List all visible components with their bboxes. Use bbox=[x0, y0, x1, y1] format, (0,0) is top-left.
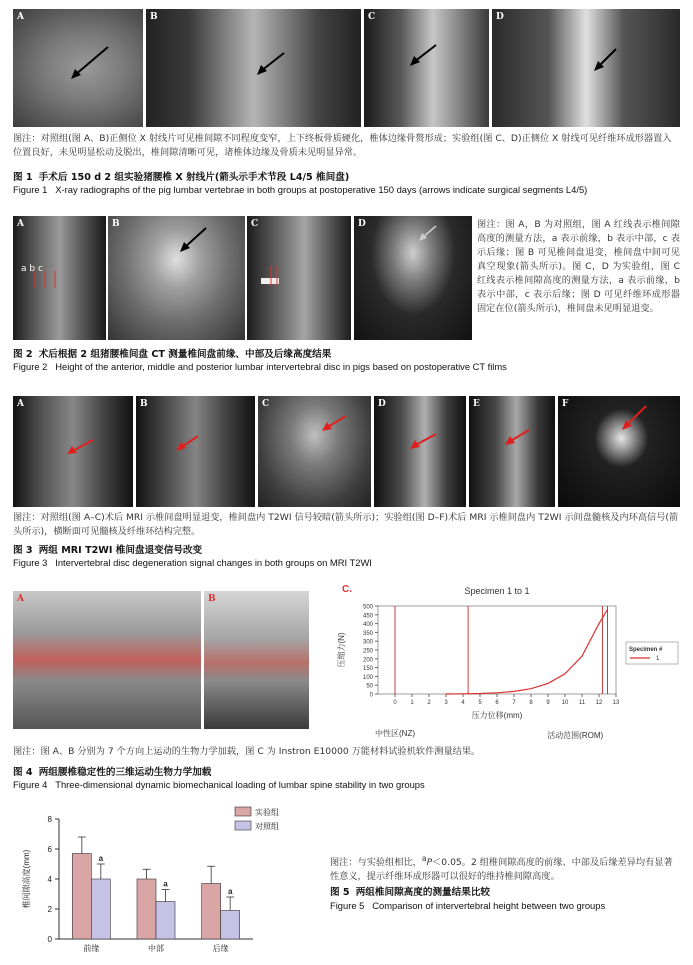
fig3-panel-e bbox=[469, 396, 555, 507]
fig4-load-displacement-chart bbox=[320, 580, 682, 740]
legend-title: Specimen # bbox=[629, 647, 663, 653]
fig2-title-en: Figure 2 Height of the anterior, middle and posterior lumbar intervertebral disc in pigs based on postoperative CT films bbox=[13, 361, 507, 372]
fig3-panel-a bbox=[13, 396, 133, 507]
y-tick-label: 2 bbox=[47, 905, 52, 914]
x-tick-label: 13 bbox=[612, 700, 620, 706]
y-tick-label: 0 bbox=[47, 935, 52, 944]
y-tick-label: 150 bbox=[362, 666, 373, 673]
bar bbox=[221, 911, 240, 940]
fig1-title-en: Figure 1 X-ray radiographs of the pig lumbar vertebrae in both groups at postoperative 150 days (arrows indicate surgical segments L4/5) bbox=[13, 184, 588, 195]
arrow-icon bbox=[13, 396, 133, 507]
arrow-icon bbox=[146, 9, 361, 127]
panel-label: D bbox=[496, 12, 504, 22]
fig1-panel-c bbox=[364, 9, 489, 127]
fig2-panel-b bbox=[108, 216, 245, 340]
y-tick-label: 50 bbox=[366, 683, 373, 690]
fig1-title-cn: 图 1 手术后 150 d 2 组实验猪腰椎 X 射线片(箭头示手术节段 L4/5 椎间盘) bbox=[13, 172, 350, 183]
y-tick-label: 100 bbox=[362, 674, 373, 681]
x-tick-label: 2 bbox=[427, 700, 431, 706]
x-tick-label: 6 bbox=[495, 700, 499, 706]
panel-label: A bbox=[17, 12, 24, 22]
fig4-title-cn: 图 4 两组腰椎稳定性的三维运动生物力学加载 bbox=[13, 767, 212, 778]
x-tick-label: 1 bbox=[410, 700, 414, 706]
x-tick-label: 0 bbox=[393, 700, 397, 706]
panel-label: A bbox=[17, 399, 24, 409]
fig3-title-cn: 图 3 两组 MRI T2WI 椎间盘退变信号改变 bbox=[13, 545, 203, 556]
panel-label: D bbox=[378, 399, 386, 409]
measurement-lines bbox=[13, 216, 106, 340]
fig4-panel-c-label: C. bbox=[342, 584, 352, 595]
fig5-bar-chart bbox=[13, 805, 313, 960]
fig4-panel-a bbox=[13, 591, 201, 729]
x-axis-label: 压力位移(mm) bbox=[471, 711, 523, 720]
bar bbox=[202, 884, 221, 940]
legend-label: 实验组 bbox=[255, 808, 279, 817]
arrow-icon bbox=[13, 9, 143, 127]
panel-label: C bbox=[262, 399, 270, 409]
panel-label: A bbox=[17, 594, 24, 604]
y-tick-label: 0 bbox=[369, 692, 373, 699]
x-tick-label: 12 bbox=[595, 700, 603, 706]
arrow-icon bbox=[258, 396, 371, 507]
x-tick-label: 5 bbox=[478, 700, 482, 706]
panel-label: F bbox=[562, 399, 569, 409]
plot-frame bbox=[378, 606, 616, 694]
y-tick-label: 4 bbox=[47, 875, 52, 884]
rom-label: 活动范围(ROM) bbox=[547, 731, 604, 740]
fig3-panel-d bbox=[374, 396, 466, 507]
series-line bbox=[446, 610, 608, 695]
y-tick-label: 250 bbox=[362, 648, 373, 655]
legend-swatch bbox=[235, 807, 251, 816]
bar bbox=[156, 902, 175, 940]
fig2-panel-a bbox=[13, 216, 106, 340]
fig4-title-en: Figure 4 Three-dimensional dynamic biomechanical loading of lumbar spine stability in two groups bbox=[13, 779, 425, 790]
fig3-title-en: Figure 3 Intervertebral disc degeneration signal changes in both groups on MRI T2WI bbox=[13, 557, 372, 568]
y-tick-label: 300 bbox=[362, 639, 373, 646]
bar bbox=[91, 879, 110, 939]
bar bbox=[137, 879, 156, 939]
measurement-lines bbox=[247, 216, 351, 340]
fig1-panel-b bbox=[146, 9, 361, 127]
fig5-title-cn: 图 5 两组椎间隙高度的测量结果比较 bbox=[330, 887, 491, 898]
fig1-panel-d bbox=[492, 9, 680, 127]
y-tick-label: 350 bbox=[362, 630, 373, 637]
y-tick-label: 6 bbox=[47, 845, 52, 854]
arrow-icon bbox=[136, 396, 255, 507]
panel-label: D bbox=[358, 219, 366, 229]
x-tick-label: 9 bbox=[546, 700, 550, 706]
legend-swatch bbox=[235, 821, 251, 830]
category-label: 后缘 bbox=[212, 944, 229, 953]
panel-label: B bbox=[140, 399, 148, 409]
fig1-legend: 图注：对照组(图 A、B)正侧位 X 射线片可见椎间隙不同程度变窄，上下终板骨质硬化，椎体边缘骨赘形成；实验组(图 C、D)正侧位 X 射线可见纤维环成形器置入位置良好，未见明显松动及脱出，椎间隙清晰可见，诸椎体边缘及骨质未见明显异常。 bbox=[13, 133, 672, 158]
panel-label: B bbox=[112, 219, 120, 229]
y-tick-label: 400 bbox=[362, 622, 373, 629]
fig4-panel-b bbox=[204, 591, 309, 729]
bar bbox=[72, 854, 91, 940]
arrow-icon bbox=[108, 216, 245, 340]
fig5-title-en: Figure 5 Comparison of intervertebral height between two groups bbox=[330, 900, 606, 911]
fig3-panel-c bbox=[258, 396, 371, 507]
fig5-legend: 图注：与实验组相比，$^a$P＜0.05。2 组椎间隙高度的前缘、中部及后缘差异均有显著性意义，提示纤维环成形器可以很好的维持椎间隙高度。 bbox=[330, 854, 673, 883]
x-tick-label: 4 bbox=[461, 700, 465, 706]
y-axis-label: 压缩力(N) bbox=[337, 632, 346, 668]
significance-mark: a bbox=[98, 854, 104, 863]
fig2-panel-c bbox=[247, 216, 351, 340]
x-tick-label: 7 bbox=[512, 700, 516, 706]
fig3-panel-f bbox=[558, 396, 680, 507]
nz-label: 中性区(NZ) bbox=[375, 729, 415, 738]
arrow-icon bbox=[374, 396, 466, 507]
fig2-panel-d bbox=[354, 216, 472, 340]
y-axis-label: 椎间隙高度(mm) bbox=[22, 849, 31, 909]
x-tick-label: 11 bbox=[578, 700, 586, 706]
panel-label: C bbox=[368, 12, 376, 22]
panel-label: B bbox=[208, 594, 216, 604]
y-tick-label: 200 bbox=[362, 657, 373, 664]
arrow-icon bbox=[492, 9, 680, 127]
fig3-panel-b bbox=[136, 396, 255, 507]
legend-entry: 1 bbox=[656, 656, 660, 662]
panel-label: A bbox=[17, 219, 24, 229]
x-tick-label: 8 bbox=[529, 700, 533, 706]
fig4-legend: 图注：图 A、B 分别为 7 个方向上运动的生物力学加载，图 C 为 Instron E10000 万能材料试验机软件测量结果。 bbox=[13, 746, 481, 757]
legend-box bbox=[626, 642, 678, 664]
legend-label: 对照组 bbox=[255, 822, 279, 831]
arrow-icon bbox=[354, 216, 472, 340]
x-tick-label: 3 bbox=[444, 700, 448, 706]
y-tick-label: 450 bbox=[362, 613, 373, 620]
fig2-title-cn: 图 2 术后根据 2 组猪腰椎间盘 CT 测量椎间盘前缘、中部及后缘高度结果 bbox=[13, 349, 332, 360]
arrow-icon bbox=[364, 9, 489, 127]
panel-label: C bbox=[251, 219, 259, 229]
x-tick-label: 10 bbox=[561, 700, 569, 706]
abc-labels: a b c bbox=[21, 264, 43, 274]
arrow-icon bbox=[558, 396, 680, 507]
fig3-legend: 图注：对照组(图 A–C)术后 MRI 示椎间盘明显退变，椎间盘内 T2WI 信号较暗(箭头所示)；实验组(图 D–F)术后 MRI 示椎间盘内 T2WI 示间盘髓核及内环高信号(箭头所示)，横断面可见髓核及纤维环结构完整。 bbox=[13, 512, 679, 537]
category-label: 中部 bbox=[148, 944, 164, 953]
significance-mark: a bbox=[227, 887, 233, 896]
chart-title: Specimen 1 to 1 bbox=[464, 586, 530, 596]
panel-label: E bbox=[473, 399, 480, 409]
significance-mark: a bbox=[163, 879, 168, 889]
fig2-legend: 图注：图 A，B 为对照组，图 A 红线表示椎间隙高度的测量方法，a 表示前缘，b 表示中部，c 表示后缘；图 B 可见椎间盘退变，椎间盘中间可见真空现象(箭头所示)。图 C，D 为实验组，图 C 红线表示椎间隙高度的测量方法，a 表示前缘，b 表示中部，c 表示后缘；图 D 可见纤维环成形器固定在位(箭头所示)，椎间盘未见明显退变。 bbox=[477, 219, 680, 314]
panel-label: B bbox=[150, 12, 158, 22]
category-label: 前缘 bbox=[83, 944, 100, 953]
y-tick-label: 500 bbox=[362, 604, 373, 611]
arrow-icon bbox=[469, 396, 555, 507]
fig1-panel-a bbox=[13, 9, 143, 127]
y-tick-label: 8 bbox=[47, 815, 52, 824]
